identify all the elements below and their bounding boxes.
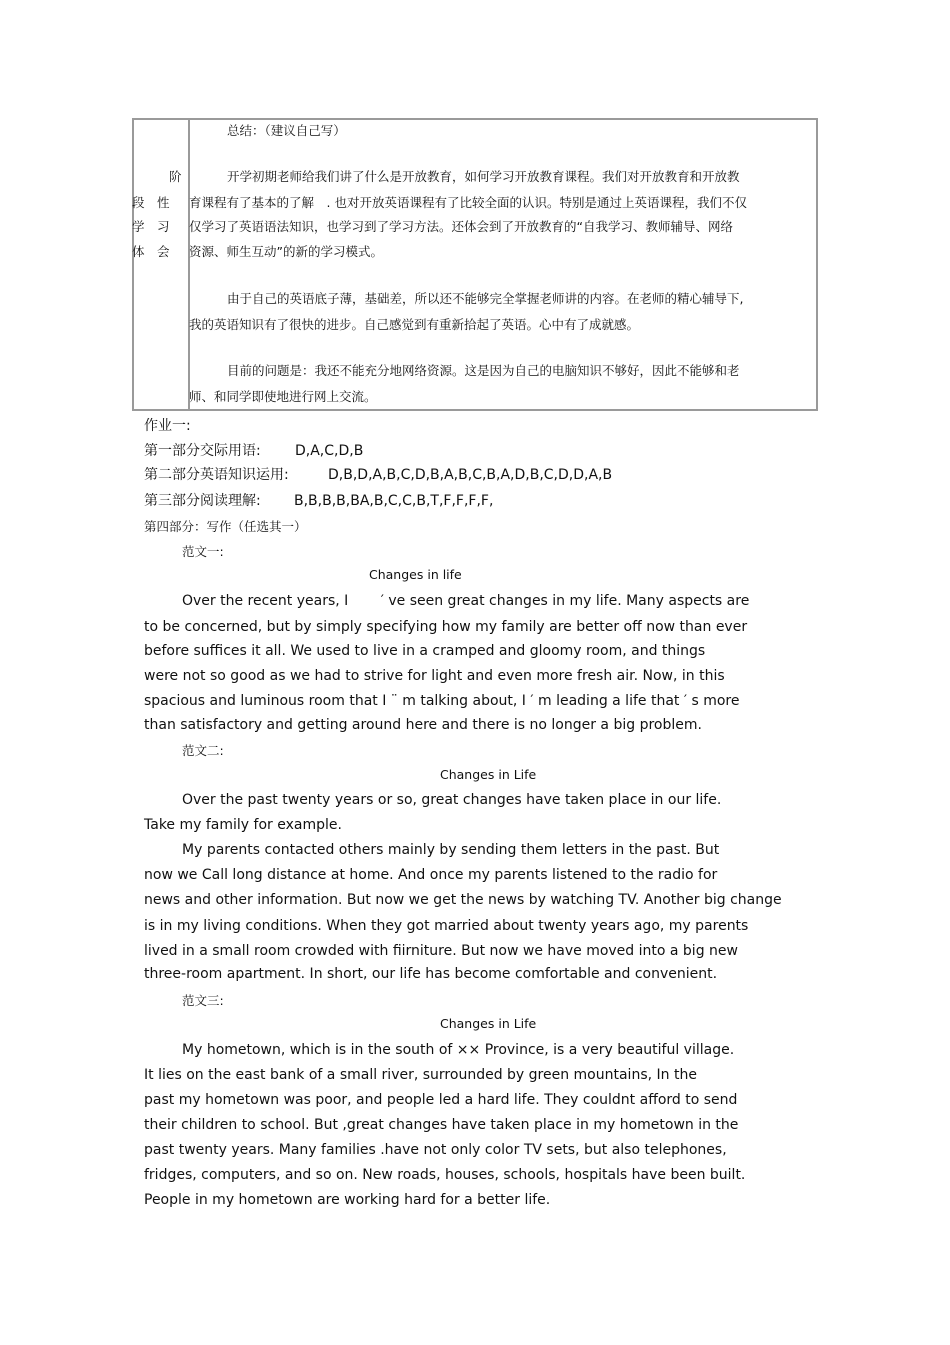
- summary-p2-line: 由于自己的英语底子薄，基础差，所以还不能够完全掌握老师讲的内容。在老师的精心辅导下,: [227, 291, 744, 306]
- essay3-line: their children to school. But ,great changes have taken place in my hometown in the: [144, 1117, 739, 1133]
- summary-p1-line: 开学初期老师给我们讲了什么是开放教育，如何学习开放教育课程。我们对开放教育和开放教: [227, 169, 740, 184]
- part1-answers: D,A,C,D,B: [295, 443, 364, 459]
- essay2-line: lived in a small room crowded with fiirniture. But now we have moved into a big new: [144, 943, 738, 959]
- essay3-line: fridges, computers, and so on. New roads, houses, schools, hospitals have been built.: [144, 1167, 746, 1183]
- essay2-line: is in my living conditions. When they got married about twenty years ago, my parents: [144, 918, 749, 934]
- essay1-label: 范文一:: [182, 544, 224, 559]
- essay2-label: 范文二:: [182, 743, 224, 758]
- essay3-label: 范文三:: [182, 993, 224, 1008]
- essay1-line: before suffices it all. We used to live in a cramped and gloomy room, and things: [144, 643, 706, 659]
- essay3-line: People in my hometown are working hard for a better life.: [144, 1192, 551, 1208]
- essay3-line: past my hometown was poor, and people led a hard life. They couldnt afford to send: [144, 1092, 738, 1108]
- essay2-line: three-room apartment. In short, our life has become comfortable and convenient.: [144, 966, 718, 982]
- essay1-line: Over the recent years, I ′ ve seen great changes in my life. Many aspects are: [182, 593, 750, 609]
- essay2-line: My parents contacted others mainly by sending them letters in the past. But: [182, 842, 720, 858]
- essay2-line: Take my family for example.: [144, 817, 342, 833]
- essay1-line: to be concerned, but by simply specifying how my family are better off now than ever: [144, 619, 748, 635]
- side-label-2: 段 性: [132, 195, 170, 210]
- essay3-title: Changes in Life: [440, 1016, 537, 1031]
- essay2-title: Changes in Life: [440, 767, 537, 782]
- summary-p1-line: 仅学习了英语语法知识，也学习到了学习方法。还体会到了开放教育的“自我学习、教师辅导、网络: [189, 219, 733, 234]
- part1-label: 第一部分交际用语:: [144, 443, 261, 459]
- table-divider: [188, 120, 190, 409]
- side-label-1: 阶: [169, 169, 182, 184]
- essay3-line: past twenty years. Many families .have not only color TV sets, but also telephones,: [144, 1142, 727, 1158]
- essay1-title: Changes in life: [369, 567, 462, 582]
- essay1-line: spacious and luminous room that I ¨ m talking about, I ′ m leading a life that ′ s more: [144, 693, 740, 709]
- part3-label: 第三部分阅读理解:: [144, 493, 261, 509]
- essay2-line: Over the past twenty years or so, great changes have taken place in our life.: [182, 792, 722, 808]
- summary-p1-line: 资源、师生互动”的新的学习模式。: [189, 244, 383, 259]
- essay3-line: My hometown, which is in the south of ×× Province, is a very beautiful village.: [182, 1042, 735, 1058]
- summary-heading: 总结：（建议自己写）: [227, 123, 346, 138]
- side-label-4: 体 会: [132, 244, 170, 259]
- part3-answers: B,B,B,B,BA,B,C,C,B,T,F,F,F,F,: [294, 493, 494, 509]
- essay1-line: were not so good as we had to strive for light and even more fresh air. Now, in this: [144, 668, 725, 684]
- part4-label: 第四部分：写作（任选其一）: [144, 519, 307, 534]
- essay2-line: news and other information. But now we get the news by watching TV. Another big change: [144, 892, 782, 908]
- part2-label: 第二部分英语知识运用:: [144, 467, 289, 483]
- summary-p3-line: 目前的问题是：我还不能充分地网络资源。这是因为自己的电脑知识不够好，因此不能够和老: [227, 363, 740, 378]
- summary-p3-line: 师、和同学即使地进行网上交流。: [189, 389, 377, 404]
- summary-p2-line: 我的英语知识有了很快的进步。自己感觉到有重新拾起了英语。心中有了成就感。: [189, 317, 640, 332]
- essay2-line: now we Call long distance at home. And once my parents listened to the radio for: [144, 867, 718, 883]
- essay1-line: than satisfactory and getting around here and there is no longer a big problem.: [144, 717, 702, 733]
- summary-p1-line: 育课程有了基本的了解 . 也对开放英语课程有了比较全面的认识。特别是通过上英语课程，我们不仅: [189, 195, 747, 210]
- homework-title: 作业一:: [144, 418, 191, 434]
- essay3-line: It lies on the east bank of a small river, surrounded by green mountains, In the: [144, 1067, 697, 1083]
- side-label-3: 学 习: [132, 219, 170, 234]
- part2-answers: D,B,D,A,B,C,D,B,A,B,C,B,A,D,B,C,D,D,A,B: [328, 467, 613, 483]
